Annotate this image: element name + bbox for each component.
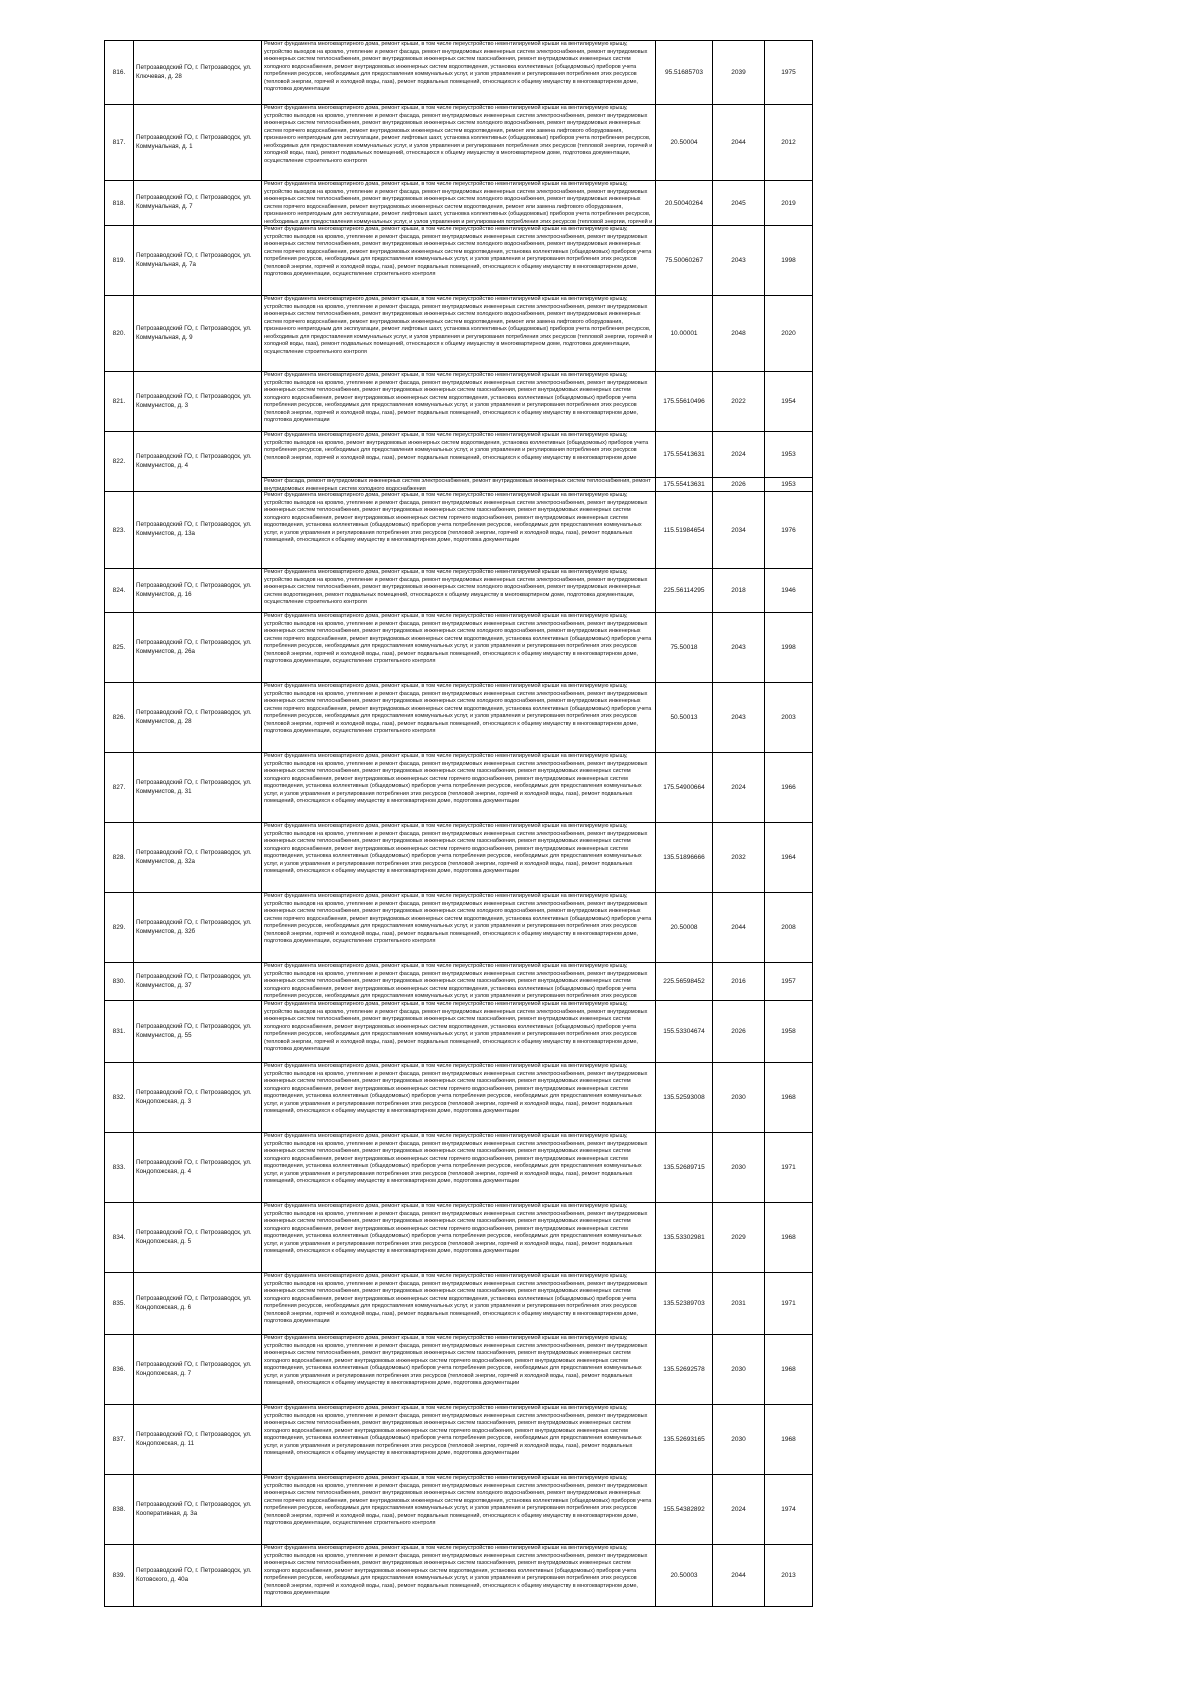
cost-cell: 135.52389703 (656, 1273, 713, 1335)
works-cell (262, 1335, 656, 1405)
row-number: 823. (105, 492, 134, 569)
works-cell (262, 432, 656, 478)
works-cell (262, 683, 656, 753)
address-cell: Петрозаводский ГО, г. Петрозаводск, ул. Кондопожская, д. 6 (134, 1273, 262, 1335)
row-number: 826. (105, 683, 134, 753)
works-cell (262, 1475, 656, 1545)
built-year-cell: 1998 (765, 613, 813, 683)
address-cell: Петрозаводский ГО, г. Петрозаводск, ул. Кондопожская, д. 7 (134, 1335, 262, 1405)
table-row (105, 296, 813, 372)
built-year-cell: 1957 (765, 963, 813, 1001)
year-cell: 2034 (713, 492, 765, 569)
cost-cell: 135.52693165 (656, 1405, 713, 1475)
table-row (105, 893, 813, 963)
address-cell: Петрозаводский ГО, г. Петрозаводск, ул. Коммунальная, д. 1 (134, 105, 262, 181)
built-year-cell: 1971 (765, 1133, 813, 1203)
works-cell (262, 105, 656, 181)
address-cell: Петрозаводский ГО, г. Петрозаводск, ул. Коммунальная, д. 7а (134, 226, 262, 296)
year-cell: 2030 (713, 1405, 765, 1475)
works-cell (262, 753, 656, 823)
built-year-cell: 1976 (765, 492, 813, 569)
address-cell: Петрозаводский ГО, г. Петрозаводск, ул. Коммунистов, д. 16 (134, 569, 262, 613)
built-year-cell: 1974 (765, 1475, 813, 1545)
works-cell (262, 1545, 656, 1607)
built-year-cell: 2019 (765, 181, 813, 226)
address-cell: Петрозаводский ГО, г. Петрозаводск, ул. Коммунистов, д. 4 (134, 432, 262, 492)
address-cell: Петрозаводский ГО, г. Петрозаводск, ул. Коммунистов, д. 32а (134, 823, 262, 893)
built-year-cell: 1953 (765, 478, 813, 492)
built-year-cell: 1964 (765, 823, 813, 893)
works-text: Ремонт фундамента многоквартирного дома, ремонт крыши, в том числе переустройство невентилируемой крыши на вентилируемую крышу, устройство выходов на кровлю, утепление и ремонт фасада, ремонт внутридомовых инженерных систем электроснабжения, ремонт внутридомовых инженерных систем теплоснабжения, ремонт внутридомовых инженерных систем газоснабжения, ремонт внутридомовых инженерных систем холодного водоснабжения, ремонт внутридомовых инженерных систем горячего водоснабжения, ремонт внутридомовых инженерных систем водоотведения, установка коллективных (общедомовых) приборов учета потребления ресурсов, необходимых для предоставления коммунальных услуг, и узлов управления и регулирования потребления этих ресурсов (тепловой энергии, горячей и холодной воды, газа), ремонт подвальных помещений, относящихся к общему имуществу в многоквартирном доме, подготовка документации (264, 1335, 648, 1386)
built-year-cell: 1953 (765, 432, 813, 478)
capital-repair-table (104, 40, 813, 1607)
table-row (105, 753, 813, 823)
works-cell (262, 478, 656, 492)
table-row (105, 372, 813, 432)
table-row (105, 1545, 813, 1607)
address-cell: Петрозаводский ГО, г. Петрозаводск, ул. Кондопожская, д. 3 (134, 1063, 262, 1133)
works-text: Ремонт фундамента многоквартирного дома, ремонт крыши, в том числе переустройство невентилируемой крыши на вентилируемую крышу, устройство выходов на кровлю, утепление и ремонт фасада, ремонт внутридомовых инженерных систем электроснабжения, ремонт внутридомовых инженерных систем теплоснабжения, ремонт внутридомовых инженерных систем газоснабжения, ремонт внутридомовых инженерных систем холодного водоснабжения, ремонт внутридомовых инженерных систем водоотведения, установка коллективных (общедомовых) приборов учета потребления ресурсов, необходимых для предоставления коммунальных услуг, и узлов управления и регулирования потребления этих ресурсов (тепловой энергии, горячей и холодной воды, газа), ремонт подвальных помещений, относящихся к общему имуществу в многоквартирном доме, подготовка документации (264, 1545, 648, 1596)
works-text: Ремонт фундамента многоквартирного дома, ремонт крыши, в том числе переустройство невентилируемой крыши на вентилируемую крышу, устройство выходов на кровлю, утепление и ремонт фасада, ремонт внутридомовых инженерных систем электроснабжения, ремонт внутридомовых инженерных систем теплоснабжения, ремонт внутридомовых инженерных систем холодного водоснабжения, ремонт внутридомовых инженерных систем горячего водоснабжения, ремонт внутридомовых инженерных систем водоотведения, установка коллективных (общедомовых) приборов учета потребления ресурсов, необходимых для предоставления коммунальных услуг, и узлов управления и регулирования потребления этих ресурсов (тепловой энергии, горячей и холодной воды, газа), ремонт подвальных помещений, относящихся к общему имуществу в многоквартирном доме, подготовка документации, осуществление строительного контроля (264, 893, 652, 944)
built-year-cell: 1998 (765, 226, 813, 296)
cost-cell: 20.50004 (656, 105, 713, 181)
year-cell: 2026 (713, 478, 765, 492)
table-row (105, 181, 813, 226)
year-cell: 2030 (713, 1335, 765, 1405)
works-cell (262, 372, 656, 432)
year-cell: 2048 (713, 296, 765, 372)
works-text: Ремонт фундамента многоквартирного дома, ремонт крыши, в том числе переустройство невентилируемой крыши на вентилируемую крышу, устройство выходов на кровлю, утепление и ремонт фасада, ремонт внутридомовых инженерных систем электроснабжения, ремонт внутридомовых инженерных систем теплоснабжения, ремонт внутридомовых инженерных систем холодного водоснабжения, ремонт внутридомовых инженерных систем водоотведения, ремонт подвальных помещений, относящихся к общему имуществу в многоквартирном доме, подготовка документации, осуществление строительного контроля (264, 569, 648, 605)
works-text: Ремонт фундамента многоквартирного дома, ремонт крыши, в том числе переустройство невентилируемой крыши на вентилируемую крышу, устройство выходов на кровлю, утепление и ремонт фасада, ремонт внутридомовых инженерных систем электроснабжения, ремонт внутридомовых инженерных систем теплоснабжения, ремонт внутридомовых инженерных систем газоснабжения, ремонт внутридомовых инженерных систем холодного водоснабжения, ремонт внутридомовых инженерных систем горячего водоснабжения, ремонт внутридомовых инженерных систем водоотведения, установка коллективных (общедомовых) приборов учета потребления ресурсов, необходимых для предоставления коммунальных услуг, и узлов управления и регулирования потребления этих ресурсов (тепловой энергии, горячей и холодной воды, газа), ремонт подвальных помещений, относящихся к общему имуществу в многоквартирном доме, подготовка документации (264, 753, 648, 804)
year-cell: 2016 (713, 963, 765, 1001)
table-row (105, 1475, 813, 1545)
works-text: Ремонт фундамента многоквартирного дома, ремонт крыши, в том числе переустройство невентилируемой крыши на вентилируемую крышу, устройство выходов на кровлю, утепление и ремонт фасада, ремонт внутридомовых инженерных систем электроснабжения, ремонт внутридомовых инженерных систем теплоснабжения, ремонт внутридомовых инженерных систем холодного водоснабжения, ремонт внутридомовых инженерных систем горячего водоснабжения, ремонт внутридомовых инженерных систем водоотведения, установка коллективных (общедомовых) приборов учета потребления ресурсов, необходимых для предоставления коммунальных услуг, и узлов управления и регулирования потребления этих ресурсов (тепловой энергии, горячей и холодной воды, газа), ремонт подвальных помещений, относящихся к общему имуществу в многоквартирном доме, подготовка документации, осуществление строительного контроля (264, 226, 652, 277)
works-text: Ремонт фундамента многоквартирного дома, ремонт крыши, в том числе переустройство невентилируемой крыши на вентилируемую крышу, устройство выходов на кровлю, утепление и ремонт фасада, ремонт внутридомовых инженерных систем электроснабжения, ремонт внутридомовых инженерных систем теплоснабжения, ремонт внутридомовых инженерных систем холодного водоснабжения, ремонт внутридомовых инженерных систем горячего водоснабжения, ремонт внутридомовых инженерных систем водоотведения, ремонт или замена лифтового оборудования, признанного непригодным для эксплуатации, ремонт лифтовых шахт, установка коллективных (общедомовых) приборов учета потребления ресурсов, необходимых для предоставления коммунальных услуг, и узлов управления и регулирования потребления этих ресурсов (тепловой энергии, горячей и (264, 181, 653, 225)
row-number: 838. (105, 1475, 134, 1545)
address-cell: Петрозаводский ГО, г. Петрозаводск, ул. Коммунистов, д. 32б (134, 893, 262, 963)
year-cell: 2039 (713, 41, 765, 105)
address-cell: Петрозаводский ГО, г. Петрозаводск, ул. Коммунистов, д. 26а (134, 613, 262, 683)
row-number: 827. (105, 753, 134, 823)
works-text: Ремонт фундамента многоквартирного дома, ремонт крыши, в том числе переустройство невентилируемой крыши на вентилируемую крышу, устройство выходов на кровлю, ремонт внутридомовых инженерных систем водоотведения, установка коллективных (общедомовых) приборов учета потребления ресурсов, необходимых для предоставления коммунальных услуг, и узлов управления и регулирования потребления этих ресурсов (тепловой энергии, горячей и холодной воды, газа), ремонт подвальных помещений, относящихся к общему имуществу в многоквартирном доме (264, 432, 649, 461)
works-cell (262, 613, 656, 683)
works-text: Ремонт фундамента многоквартирного дома, ремонт крыши, в том числе переустройство невентилируемой крыши на вентилируемую крышу, устройство выходов на кровлю, утепление и ремонт фасада, ремонт внутридомовых инженерных систем электроснабжения, ремонт внутридомовых инженерных систем теплоснабжения, ремонт внутридомовых инженерных систем газоснабжения, ремонт внутридомовых инженерных систем холодного водоснабжения, ремонт внутридомовых инженерных систем горячего водоснабжения, ремонт внутридомовых инженерных систем водоотведения, установка коллективных (общедомовых) приборов учета потребления ресурсов, необходимых для предоставления коммунальных услуг, и узлов управления и регулирования потребления этих ресурсов (тепловой энергии, горячей и холодной воды, газа), ремонт подвальных помещений, относящихся к общему имуществу в многоквартирном доме, подготовка документации (264, 1203, 648, 1254)
table-row (105, 1001, 813, 1063)
row-number: 833. (105, 1133, 134, 1203)
table-row (105, 569, 813, 613)
built-year-cell: 1966 (765, 753, 813, 823)
works-cell (262, 1001, 656, 1063)
row-number: 825. (105, 613, 134, 683)
works-text: Ремонт фундамента многоквартирного дома, ремонт крыши, в том числе переустройство невентилируемой крыши на вентилируемую крышу, устройство выходов на кровлю, утепление и ремонт фасада, ремонт внутридомовых инженерных систем электроснабжения, ремонт внутридомовых инженерных систем теплоснабжения, ремонт внутридомовых инженерных систем газоснабжения, ремонт внутридомовых инженерных систем холодного водоснабжения, ремонт внутридомовых инженерных систем горячего водоснабжения, ремонт внутридомовых инженерных систем водоотведения, установка коллективных (общедомовых) приборов учета потребления ресурсов, необходимых для предоставления коммунальных услуг, и узлов управления и регулирования потребления этих ресурсов (тепловой энергии, горячей и холодной воды, газа), ремонт подвальных помещений, относящихся к общему имуществу в многоквартирном доме, подготовка документации (264, 823, 648, 874)
works-text: Ремонт фундамента многоквартирного дома, ремонт крыши, в том числе переустройство невентилируемой крыши на вентилируемую крышу, устройство выходов на кровлю, утепление и ремонт фасада, ремонт внутридомовых инженерных систем электроснабжения, ремонт внутридомовых инженерных систем теплоснабжения, ремонт внутридомовых инженерных систем газоснабжения, ремонт внутридомовых инженерных систем холодного водоснабжения, ремонт внутридомовых инженерных систем горячего водоснабжения, ремонт внутридомовых инженерных систем водоотведения, установка коллективных (общедомовых) приборов учета потребления ресурсов, необходимых для предоставления коммунальных услуг, и узлов управления и регулирования потребления этих ресурсов (тепловой энергии, горячей и холодной воды, газа), ремонт подвальных помещений, относящихся к общему имуществу в многоквартирном доме, подготовка документации (264, 1063, 648, 1114)
cost-cell: 135.52593008 (656, 1063, 713, 1133)
year-cell: 2032 (713, 823, 765, 893)
table-row (105, 41, 813, 105)
cost-cell: 155.53304674 (656, 1001, 713, 1063)
row-number: 817. (105, 105, 134, 181)
table-row (105, 613, 813, 683)
address-cell: Петрозаводский ГО, г. Петрозаводск, ул. Коммунистов, д. 28 (134, 683, 262, 753)
cost-cell: 135.52692578 (656, 1335, 713, 1405)
year-cell: 2044 (713, 105, 765, 181)
works-text: Ремонт фундамента многоквартирного дома, ремонт крыши, в том числе переустройство невентилируемой крыши на вентилируемую крышу, устройство выходов на кровлю, утепление и ремонт фасада, ремонт внутридомовых инженерных систем электроснабжения, ремонт внутридомовых инженерных систем теплоснабжения, ремонт внутридомовых инженерных систем газоснабжения, ремонт внутридомовых инженерных систем холодного водоснабжения, ремонт внутридомовых инженерных систем водоотведения, установка коллективных (общедомовых) приборов учета потребления ресурсов, необходимых для предоставления коммунальных услуг, и узлов управления и регулирования потребления этих ресурсов (тепловой энергии, горячей и холодной воды, газа), ремонт подвальных помещений, относящихся к общему имуществу в многоквартирном доме, подготовка документации (264, 1273, 648, 1324)
year-cell: 2045 (713, 181, 765, 226)
table-row (105, 683, 813, 753)
row-number: 836. (105, 1335, 134, 1405)
works-text: Ремонт фундамента многоквартирного дома, ремонт крыши, в том числе переустройство невентилируемой крыши на вентилируемую крышу, устройство выходов на кровлю, утепление и ремонт фасада, ремонт внутридомовых инженерных систем электроснабжения, ремонт внутридомовых инженерных систем теплоснабжения, ремонт внутридомовых инженерных систем газоснабжения, ремонт внутридомовых инженерных систем холодного водоснабжения, ремонт внутридомовых инженерных систем водоотведения, установка коллективных (общедомовых) приборов учета потребления ресурсов, необходимых для предоставления коммунальных услуг, и узлов управления и регулирования потребления этих ресурсов (тепловой энергии, горячей и холодной воды, газа), ремонт подвальных помещений, относящихся к общему имуществу в многоквартирном доме, подготовка документации (264, 41, 648, 92)
year-cell: 2024 (713, 432, 765, 478)
works-text: Ремонт фундамента многоквартирного дома, ремонт крыши, в том числе переустройство невентилируемой крыши на вентилируемую крышу, устройство выходов на кровлю, утепление и ремонт фасада, ремонт внутридомовых инженерных систем электроснабжения, ремонт внутридомовых инженерных систем теплоснабжения, ремонт внутридомовых инженерных систем холодного водоснабжения, ремонт внутридомовых инженерных систем горячего водоснабжения, ремонт внутридомовых инженерных систем водоотведения, установка коллективных (общедомовых) приборов учета потребления ресурсов, необходимых для предоставления коммунальных услуг, и узлов управления и регулирования потребления этих ресурсов (тепловой энергии, горячей и холодной воды, газа), ремонт подвальных помещений, относящихся к общему имуществу в многоквартирном доме, подготовка документации, осуществление строительного контроля (264, 683, 652, 734)
cost-cell: 20.50040264 (656, 181, 713, 226)
table-row (105, 492, 813, 569)
cost-cell: 95.51685703 (656, 41, 713, 105)
row-number: 820. (105, 296, 134, 372)
address-cell: Петрозаводский ГО, г. Петрозаводск, ул. Кондопожская, д. 4 (134, 1133, 262, 1203)
cost-cell: 175.55413631 (656, 432, 713, 478)
built-year-cell: 1968 (765, 1335, 813, 1405)
works-text: Ремонт фундамента многоквартирного дома, ремонт крыши, в том числе переустройство невентилируемой крыши на вентилируемую крышу, устройство выходов на кровлю, утепление и ремонт фасада, ремонт внутридомовых инженерных систем электроснабжения, ремонт внутридомовых инженерных систем теплоснабжения, ремонт внутридомовых инженерных систем газоснабжения, ремонт внутридомовых инженерных систем холодного водоснабжения, ремонт внутридомовых инженерных систем горячего водоснабжения, ремонт внутридомовых инженерных систем водоотведения, установка коллективных (общедомовых) приборов учета потребления ресурсов, необходимых для предоставления коммунальных услуг, и узлов управления и регулирования потребления этих ресурсов (тепловой энергии, горячей и холодной воды, газа), ремонт подвальных помещений, относящихся к общему имуществу в многоквартирном доме, подготовка документации (264, 1405, 648, 1456)
year-cell: 2044 (713, 893, 765, 963)
row-number: 829. (105, 893, 134, 963)
year-cell: 2029 (713, 1203, 765, 1273)
year-cell: 2043 (713, 226, 765, 296)
table-row (105, 1335, 813, 1405)
table-row (105, 1063, 813, 1133)
cost-cell: 175.55413631 (656, 478, 713, 492)
address-cell: Петрозаводский ГО, г. Петрозаводск, ул. Коммунистов, д. 13а (134, 492, 262, 569)
built-year-cell: 1975 (765, 41, 813, 105)
cost-cell: 135.52689715 (656, 1133, 713, 1203)
built-year-cell: 1946 (765, 569, 813, 613)
works-text: Ремонт фундамента многоквартирного дома, ремонт крыши, в том числе переустройство невентилируемой крыши на вентилируемую крышу, устройство выходов на кровлю, утепление и ремонт фасада, ремонт внутридомовых инженерных систем электроснабжения, ремонт внутридомовых инженерных систем теплоснабжения, ремонт внутридомовых инженерных систем газоснабжения, ремонт внутридомовых инженерных систем холодного водоснабжения, ремонт внутридомовых инженерных систем водоотведения, установка коллективных (общедомовых) приборов учета потребления ресурсов, необходимых для предоставления коммунальных услуг, и узлов управления и регулирования потребления этих ресурсов (264, 963, 648, 999)
row-number: 835. (105, 1273, 134, 1335)
year-cell: 2043 (713, 683, 765, 753)
table-row (105, 1273, 813, 1335)
cost-cell: 50.50013 (656, 683, 713, 753)
table-row (105, 105, 813, 181)
works-cell (262, 1273, 656, 1335)
works-cell (262, 893, 656, 963)
works-cell (262, 569, 656, 613)
table-row (105, 226, 813, 296)
year-cell: 2022 (713, 372, 765, 432)
row-number: 816. (105, 41, 134, 105)
address-cell: Петрозаводский ГО, г. Петрозаводск, ул. Кондопожская, д. 11 (134, 1405, 262, 1475)
table-row (105, 1405, 813, 1475)
works-text: Ремонт фундамента многоквартирного дома, ремонт крыши, в том числе переустройство невентилируемой крыши на вентилируемую крышу, устройство выходов на кровлю, утепление и ремонт фасада, ремонт внутридомовых инженерных систем электроснабжения, ремонт внутридомовых инженерных систем теплоснабжения, ремонт внутридомовых инженерных систем газоснабжения, ремонт внутридомовых инженерных систем холодного водоснабжения, ремонт внутридомовых инженерных систем водоотведения, установка коллективных (общедомовых) приборов учета потребления ресурсов, необходимых для предоставления коммунальных услуг, и узлов управления и регулирования потребления этих ресурсов (тепловой энергии, горячей и холодной воды, газа), ремонт подвальных помещений, относящихся к общему имуществу в многоквартирном доме, подготовка документации (264, 1001, 648, 1052)
works-cell (262, 492, 656, 569)
works-cell (262, 1063, 656, 1133)
table-row (105, 432, 813, 478)
built-year-cell: 1968 (765, 1405, 813, 1475)
cost-cell: 75.50060267 (656, 226, 713, 296)
built-year-cell: 1954 (765, 372, 813, 432)
year-cell: 2024 (713, 1475, 765, 1545)
address-cell: Петрозаводский ГО, г. Петрозаводск, ул. Коммунальная, д. 7 (134, 181, 262, 226)
address-cell: Петрозаводский ГО, г. Петрозаводск, ул. Котовского, д. 40а (134, 1545, 262, 1607)
year-cell: 2030 (713, 1133, 765, 1203)
row-number: 832. (105, 1063, 134, 1133)
year-cell: 2031 (713, 1273, 765, 1335)
built-year-cell: 1958 (765, 1001, 813, 1063)
works-cell (262, 296, 656, 372)
year-cell: 2043 (713, 613, 765, 683)
table-row (105, 1133, 813, 1203)
works-text: Ремонт фундамента многоквартирного дома, ремонт крыши, в том числе переустройство невентилируемой крыши на вентилируемую крышу, устройство выходов на кровлю, утепление и ремонт фасада, ремонт внутридомовых инженерных систем электроснабжения, ремонт внутридомовых инженерных систем теплоснабжения, ремонт внутридомовых инженерных систем холодного водоснабжения, ремонт внутридомовых инженерных систем горячего водоснабжения, ремонт внутридомовых инженерных систем водоотведения, ремонт или замена лифтового оборудования, признанного непригодным для эксплуатации, ремонт лифтовых шахт, установка коллективных (общедомовых) приборов учета потребления ресурсов, необходимых для предоставления коммунальных услуг, и узлов управления и регулирования потребления этих ресурсов (тепловой энергии, горячей и холодной воды, газа), ремонт подвальных помещений, относящихся к общему имуществу в многоквартирном доме, подготовка документации, осуществление строительного контроля (264, 296, 653, 355)
built-year-cell: 1968 (765, 1203, 813, 1273)
built-year-cell: 2012 (765, 105, 813, 181)
works-cell (262, 1405, 656, 1475)
address-cell: Петрозаводский ГО, г. Петрозаводск, ул. Кооперативная, д. 3а (134, 1475, 262, 1545)
works-cell (262, 823, 656, 893)
works-cell (262, 1133, 656, 1203)
cost-cell: 10.00001 (656, 296, 713, 372)
year-cell: 2018 (713, 569, 765, 613)
year-cell: 2030 (713, 1063, 765, 1133)
row-number: 828. (105, 823, 134, 893)
works-text: Ремонт фундамента многоквартирного дома, ремонт крыши, в том числе переустройство невентилируемой крыши на вентилируемую крышу, устройство выходов на кровлю, утепление и ремонт фасада, ремонт внутридомовых инженерных систем электроснабжения, ремонт внутридомовых инженерных систем теплоснабжения, ремонт внутридомовых инженерных систем холодного водоснабжения, ремонт внутридомовых инженерных систем горячего водоснабжения, ремонт внутридомовых инженерных систем водоотведения, ремонт или замена лифтового оборудования, признанного непригодным для эксплуатации, ремонт лифтовых шахт, установка коллективных (общедомовых) приборов учета потребления ресурсов, необходимых для предоставления коммунальных услуг, и узлов управления и регулирования потребления этих ресурсов (тепловой энергии, горячей и холодной воды, газа), ремонт подвальных помещений, относящихся к общему имуществу в многоквартирном доме, подготовка документации, осуществление строительного контроля (264, 105, 653, 164)
year-cell: 2026 (713, 1001, 765, 1063)
row-number: 819. (105, 226, 134, 296)
table-row (105, 963, 813, 1001)
cost-cell: 75.50018 (656, 613, 713, 683)
works-text: Ремонт фасада, ремонт внутридомовых инженерных систем электроснабжения, ремонт внутридомовых инженерных систем теплоснабжения, ремонт внутридомовых инженерных систем холодного водоснабжения (264, 478, 651, 491)
row-number: 824. (105, 569, 134, 613)
cost-cell: 225.56598452 (656, 963, 713, 1001)
works-text: Ремонт фундамента многоквартирного дома, ремонт крыши, в том числе переустройство невентилируемой крыши на вентилируемую крышу, устройство выходов на кровлю, утепление и ремонт фасада, ремонт внутридомовых инженерных систем электроснабжения, ремонт внутридомовых инженерных систем теплоснабжения, ремонт внутридомовых инженерных систем холодного водоснабжения, ремонт внутридомовых инженерных систем горячего водоснабжения, ремонт внутридомовых инженерных систем водоотведения, установка коллективных (общедомовых) приборов учета потребления ресурсов, необходимых для предоставления коммунальных услуг, и узлов управления и регулирования потребления этих ресурсов (тепловой энергии, горячей и холодной воды, газа), ремонт подвальных помещений, относящихся к общему имуществу в многоквартирном доме, подготовка документации, осуществление строительного контроля (264, 1475, 652, 1526)
works-text: Ремонт фундамента многоквартирного дома, ремонт крыши, в том числе переустройство невентилируемой крыши на вентилируемую крышу, устройство выходов на кровлю, утепление и ремонт фасада, ремонт внутридомовых инженерных систем электроснабжения, ремонт внутридомовых инженерных систем теплоснабжения, ремонт внутридомовых инженерных систем холодного водоснабжения, ремонт внутридомовых инженерных систем горячего водоснабжения, ремонт внутридомовых инженерных систем водоотведения, установка коллективных (общедомовых) приборов учета потребления ресурсов, необходимых для предоставления коммунальных услуг, и узлов управления и регулирования потребления этих ресурсов (тепловой энергии, горячей и холодной воды, газа), ремонт подвальных помещений, относящихся к общему имуществу в многоквартирном доме, подготовка документации, осуществление строительного контроля (264, 613, 652, 664)
address-cell: Петрозаводский ГО, г. Петрозаводск, ул. Коммунальная, д. 9 (134, 296, 262, 372)
row-number: 822. (105, 432, 134, 492)
works-text: Ремонт фундамента многоквартирного дома, ремонт крыши, в том числе переустройство невентилируемой крыши на вентилируемую крышу, устройство выходов на кровлю, утепление и ремонт фасада, ремонт внутридомовых инженерных систем электроснабжения, ремонт внутридомовых инженерных систем теплоснабжения, ремонт внутридомовых инженерных систем газоснабжения, ремонт внутридомовых инженерных систем холодного водоснабжения, ремонт внутридомовых инженерных систем горячего водоснабжения, ремонт внутридомовых инженерных систем водоотведения, установка коллективных (общедомовых) приборов учета потребления ресурсов, необходимых для предоставления коммунальных услуг, и узлов управления и регулирования потребления этих ресурсов (тепловой энергии, горячей и холодной воды, газа), ремонт подвальных помещений, относящихся к общему имуществу в многоквартирном доме, подготовка документации (264, 1133, 648, 1184)
cost-cell: 135.53302981 (656, 1203, 713, 1273)
works-cell (262, 963, 656, 1001)
works-text: Ремонт фундамента многоквартирного дома, ремонт крыши, в том числе переустройство невентилируемой крыши на вентилируемую крышу, устройство выходов на кровлю, утепление и ремонт фасада, ремонт внутридомовых инженерных систем электроснабжения, ремонт внутридомовых инженерных систем теплоснабжения, ремонт внутридомовых инженерных систем газоснабжения, ремонт внутридомовых инженерных систем холодного водоснабжения, ремонт внутридомовых инженерных систем горячего водоснабжения, ремонт внутридомовых инженерных систем водоотведения, установка коллективных (общедомовых) приборов учета потребления ресурсов, необходимых для предоставления коммунальных услуг, и узлов управления и регулирования потребления этих ресурсов (тепловой энергии, горячей и холодной воды, газа), ремонт подвальных помещений, относящихся к общему имуществу в многоквартирном доме, подготовка документации (264, 492, 648, 543)
address-cell: Петрозаводский ГО, г. Петрозаводск, ул. Коммунистов, д. 3 (134, 372, 262, 432)
built-year-cell: 2013 (765, 1545, 813, 1607)
table-body (105, 41, 813, 1607)
row-number: 834. (105, 1203, 134, 1273)
cost-cell: 20.50008 (656, 893, 713, 963)
built-year-cell: 1968 (765, 1063, 813, 1133)
works-text: Ремонт фундамента многоквартирного дома, ремонт крыши, в том числе переустройство невентилируемой крыши на вентилируемую крышу, устройство выходов на кровлю, утепление и ремонт фасада, ремонт внутридомовых инженерных систем электроснабжения, ремонт внутридомовых инженерных систем теплоснабжения, ремонт внутридомовых инженерных систем газоснабжения, ремонт внутридомовых инженерных систем холодного водоснабжения, ремонт внутридомовых инженерных систем водоотведения, установка коллективных (общедомовых) приборов учета потребления ресурсов, необходимых для предоставления коммунальных услуг, и узлов управления и регулирования потребления этих ресурсов (тепловой энергии, горячей и холодной воды, газа), ремонт подвальных помещений, относящихся к общему имуществу в многоквартирном доме, подготовка документации (264, 372, 648, 423)
table-row (105, 823, 813, 893)
row-number: 839. (105, 1545, 134, 1607)
cost-cell: 135.51896666 (656, 823, 713, 893)
built-year-cell: 2003 (765, 683, 813, 753)
cost-cell: 20.50003 (656, 1545, 713, 1607)
works-cell (262, 226, 656, 296)
address-cell: Петрозаводский ГО, г. Петрозаводск, ул. Коммунистов, д. 37 (134, 963, 262, 1001)
cost-cell: 115.51984654 (656, 492, 713, 569)
row-number: 830. (105, 963, 134, 1001)
address-cell: Петрозаводский ГО, г. Петрозаводск, ул. Ключевая, д. 28 (134, 41, 262, 105)
row-number: 818. (105, 181, 134, 226)
works-cell (262, 1203, 656, 1273)
table-row (105, 1203, 813, 1273)
row-number: 831. (105, 1001, 134, 1063)
works-cell (262, 41, 656, 105)
row-number: 837. (105, 1405, 134, 1475)
year-cell: 2044 (713, 1545, 765, 1607)
cost-cell: 175.54900664 (656, 753, 713, 823)
works-cell (262, 181, 656, 226)
cost-cell: 155.54382892 (656, 1475, 713, 1545)
address-cell: Петрозаводский ГО, г. Петрозаводск, ул. Коммунистов, д. 55 (134, 1001, 262, 1063)
cost-cell: 225.56114295 (656, 569, 713, 613)
cost-cell: 175.55610496 (656, 372, 713, 432)
year-cell: 2024 (713, 753, 765, 823)
built-year-cell: 1971 (765, 1273, 813, 1335)
address-cell: Петрозаводский ГО, г. Петрозаводск, ул. Кондопожская, д. 5 (134, 1203, 262, 1273)
built-year-cell: 2020 (765, 296, 813, 372)
built-year-cell: 2008 (765, 893, 813, 963)
row-number: 821. (105, 372, 134, 432)
address-cell: Петрозаводский ГО, г. Петрозаводск, ул. Коммунистов, д. 31 (134, 753, 262, 823)
